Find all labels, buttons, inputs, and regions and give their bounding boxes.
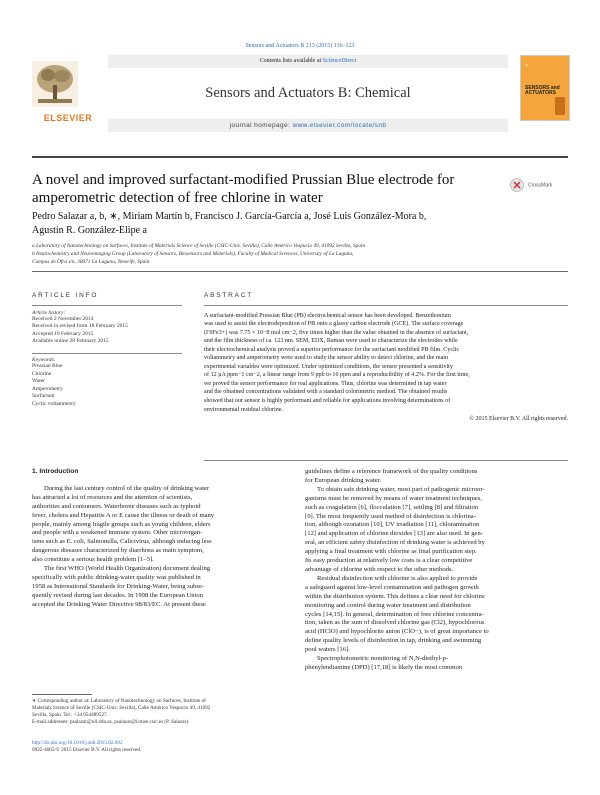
cover-graphic: [555, 97, 565, 115]
body-line: Its easy production at relatively low costs is a clear competitive: [305, 557, 473, 565]
footnote-line: ∗ Corresponding author at: Laboratory of Nanotechnology on Surfaces, Institute of: [32, 698, 206, 704]
affiliation-divider: [32, 271, 568, 272]
abstract-rule: [204, 305, 568, 306]
body-line: define quality levels of disinfection in tap, drinking and swimming: [305, 637, 482, 645]
authors-line-1[interactable]: Pedro Salazar a, b, ∗, Miriam Martín b, Francisco J. García-García a, José Luis González-Mora b,: [32, 211, 427, 222]
body-line: within the distribution system. This defines a clear need for chlorine: [305, 592, 485, 600]
abstract: [204, 292, 568, 422]
affiliations: [32, 242, 552, 266]
body-line: dangerous diseases characterized by diarrhoea as main symptom,: [32, 547, 204, 555]
journal-cover-thumbnail: [520, 55, 570, 121]
info-rule: [32, 305, 182, 306]
title-line-1: A novel and improved surfactant-modified Prussian Blue electrode for: [32, 172, 455, 188]
cover-journal-name: SENSORS and ACTUATORS: [525, 85, 560, 96]
abstract-line: voltammetry and amperometry were used to study the sensor ability to detect chlorine, and the main: [204, 355, 449, 362]
journal-title: Sensors and Actuators B: Chemical: [205, 85, 411, 101]
abstract-line: and the film thickness of ca. 123 nm. SEM, EDX, Raman were used to characterize the electrodes while: [204, 338, 458, 345]
footnote-line: Sevilla, Spain. Tel.: +34 954489527.: [32, 712, 108, 718]
affiliation-a: a Laboratory of Nanotechnology on Surfaces, Institute of Materials Science of Seville (CSIC-Univ. Sevilla), Calle Américo Vespucio 49, 41092 Sevilla, Spain: [32, 243, 366, 249]
doi-link[interactable]: http://dx.doi.org/10.1016/j.snb.2015.02.092: [32, 740, 123, 746]
crossmark-label: CrossMark: [528, 182, 553, 189]
keyword: Cyclic voltammetry: [32, 400, 76, 407]
body-line: people, mainly among fragile groups such as young children, elders: [32, 520, 211, 528]
body-line: 1958 as International Standards for Drinking-Water, being subse-: [32, 582, 205, 590]
body-line: monitoring and control during water treatment and distribution: [305, 601, 471, 609]
abstract-line: environmental residual chlorine.: [204, 406, 284, 413]
contents-prefix: Contents lists available at: [259, 58, 323, 64]
body-line: accepted the Drinking Water Directive 98/83/EC. At present these: [32, 600, 206, 608]
body-line: ganisms must be removed by means of water treatment techniques,: [305, 494, 482, 502]
header-divider: [32, 156, 568, 158]
footnote-line: Materials Science of Seville (CSIC-Univ. Sevilla), Calle Américo Vespucio 49, 41092: [32, 705, 211, 711]
body-line: tion, taken as the sum of dissolved chlorine gas (Cl2), hypochlorous: [305, 619, 485, 627]
elsevier-logo: [32, 55, 104, 130]
body-line: isms such as E. coli, Salmonella, Calicivirus, although inducing less: [32, 538, 212, 546]
keyword: Amperometry: [32, 385, 63, 392]
history-accepted: Accepted 19 February 2015: [32, 330, 94, 337]
journal-homepage-bar: [108, 119, 508, 132]
body-line: The first WHO (World Health Organization) document dealing: [44, 565, 211, 573]
body-line: specifically with public drinking-water quality was published in: [32, 573, 201, 581]
affiliation-b-cont: Campus de Ofra s/n, 38071 La Laguna, Tenerife, Spain: [32, 259, 150, 265]
body-line: pool waters [16].: [305, 646, 350, 654]
body-line: [9]. The most frequently used method of disinfection is chlorina-: [305, 512, 476, 520]
body-line: advantage of chlorine with respect to the other methods.: [305, 565, 454, 573]
history-online: Available online 28 February 2015: [32, 338, 109, 344]
abstract-line: and the obtained concentrations validated with a standard colorimetric method. The obtained results: [204, 389, 448, 396]
keywords-label: Keywords:: [32, 357, 56, 363]
section-heading-introduction: 1. Introduction: [32, 468, 79, 475]
body-line: also constitute a serious health problem [1–5].: [32, 556, 154, 564]
homepage-link[interactable]: www.elsevier.com/locate/snb: [292, 122, 387, 129]
intro-left-column: [32, 468, 290, 610]
abstract-heading: ABSTRACT: [204, 292, 254, 299]
keyword: Water: [32, 378, 45, 384]
abstract-line: their electrochemical analysis proved a superior performance for the surfactant modified PB film. Cyclic: [204, 346, 460, 353]
abstract-line: experimental variables were optimized. Under optimized conditions, the sensor presented a sensitivity: [204, 363, 453, 370]
body-line: During the last century control of the quality of drinking water: [44, 484, 210, 492]
body-line: To obtain safe drinking water, most part of pathogenic microor-: [317, 485, 485, 493]
keyword: Chlorine: [32, 370, 52, 377]
article-title: [32, 171, 502, 207]
sciencedirect-link[interactable]: ScienceDirect: [322, 58, 357, 64]
body-line: guidelines define a reference framework of the quality conditions: [305, 468, 478, 475]
crossmark-badge[interactable]: [510, 176, 560, 194]
article-info: [32, 292, 182, 408]
body-line: for European drinking water.: [305, 476, 382, 484]
footnote-email[interactable]: E-mail addresses: psalazar@ull.edu.es, psalazar@icmse.csic.es (P. Salazar).: [32, 719, 190, 725]
body-line: tion, although ozonation [10], UV irradiation [11], chloramination: [305, 521, 480, 529]
crossmark-icon: [510, 178, 524, 192]
abstract-line: showed that our sensor is highly performant and reliable for applications involving determinations of: [204, 397, 451, 404]
affiliation-b: b Neurochemistry and Neuroimaging Group (Laboratory of Sensors, Biosensors and Materials), Faculty of Medical Sciences, University of La Laguna,: [32, 251, 354, 257]
history-revised: Received in revised form 18 February 2015: [32, 323, 128, 329]
body-line: Spectrophotometric monitoring of N,N-diethyl-p-: [317, 655, 449, 663]
body-line: and people with a weakened immune system. Other microorgan-: [32, 529, 203, 537]
abstract-line: (Γ0Fe3+) was 7.75 × 10−8 mol cm−2, five times higher than the value obtained in the absence of surfactant,: [204, 329, 469, 336]
issn-copyright: 0925-4005/© 2015 Elsevier B.V. All rights reserved.: [32, 747, 142, 754]
footnote-rule: [32, 694, 92, 695]
elsevier-tree-icon: [32, 61, 78, 107]
body-line: [12] and application of chlorine dioxides [13] are also used. In gen-: [305, 530, 483, 538]
body-line: phenylendiamine (DPD) [17,18] is likely the most common: [305, 663, 463, 671]
publisher-name: ELSEVIER: [43, 113, 93, 123]
body-line: fever, cholera and Hepatitis A or E cause the illness or death of many: [32, 511, 215, 519]
article-info-heading: ARTICLE INFO: [32, 292, 99, 299]
cover-section-letter: B: [525, 62, 528, 67]
abstract-line: we proved the sensor performance for real applications. Thus, chlorine was determined in tap water: [204, 380, 447, 387]
body-line: has attracted a lot of resources and the attention of scientists,: [32, 493, 193, 501]
keyword: Surfactant: [32, 393, 55, 399]
body-line: authorities and consumers. Waterborne diseases such as typhoid: [32, 502, 201, 510]
journal-citation-link[interactable]: Sensors and Actuators B 213 (2015) 116–123: [245, 43, 355, 49]
body-line: applying a final treatment with chlorine as final purification step.: [305, 548, 477, 556]
keywords-rule: [32, 353, 182, 354]
abstract-line: of 12 μA ppm−1 cm−2, a linear range from 9 ppb to 10 ppm and a reproducibility of 4.2%. For the first time,: [204, 372, 470, 379]
journal-header: [32, 55, 568, 129]
abstract-line: was used to assist the electrodeposition of PB onto a glassy carbon electrode (GCE). The surface coverage: [204, 321, 464, 328]
body-line: such as coagulation [6], flocculation [7], settling [8] and filtration: [305, 503, 479, 511]
body-line: eral, an efficient safety disinfection of drinking water is achieved by: [305, 539, 485, 547]
abstract-copyright: © 2015 Elsevier B.V. All rights reserved.: [469, 416, 568, 423]
body-line: acid (HClO) and hypochlorite anion (ClO−), is of great importance to: [305, 628, 489, 636]
author-list: [32, 210, 552, 238]
corresponding-author-footnote: [32, 698, 292, 726]
body-line: Residual disinfection with chlorine is also applied to provide: [317, 574, 478, 582]
contents-available-bar: [108, 55, 508, 68]
body-line: cycles [14,15]. In general, determination of free chlorine concentra-: [305, 610, 484, 618]
body-line: a safeguard against low-level contamination and pathogen growth: [305, 583, 479, 591]
abstract-line: A surfactant-modified Prussian Blue (PB) electrochemical sensor has been developed. Benzethonium: [204, 312, 451, 319]
abstract-text: [204, 312, 568, 415]
doi-block: [32, 740, 292, 755]
history-received: Received 2 November 2014: [32, 315, 94, 322]
keyword: Prussian Blue: [32, 363, 63, 369]
history-label: Article history:: [32, 309, 66, 316]
abstract-bottom-rule: [204, 460, 568, 461]
homepage-prefix: journal homepage:: [229, 122, 293, 129]
intro-right-column: [305, 468, 568, 673]
authors-line-2[interactable]: Agustín R. González-Elipe a: [32, 225, 147, 236]
title-line-2: amperometric detection of free chlorine in water: [32, 190, 323, 206]
body-line: quently revised during last decades. In 1998 the European Union: [32, 591, 204, 599]
